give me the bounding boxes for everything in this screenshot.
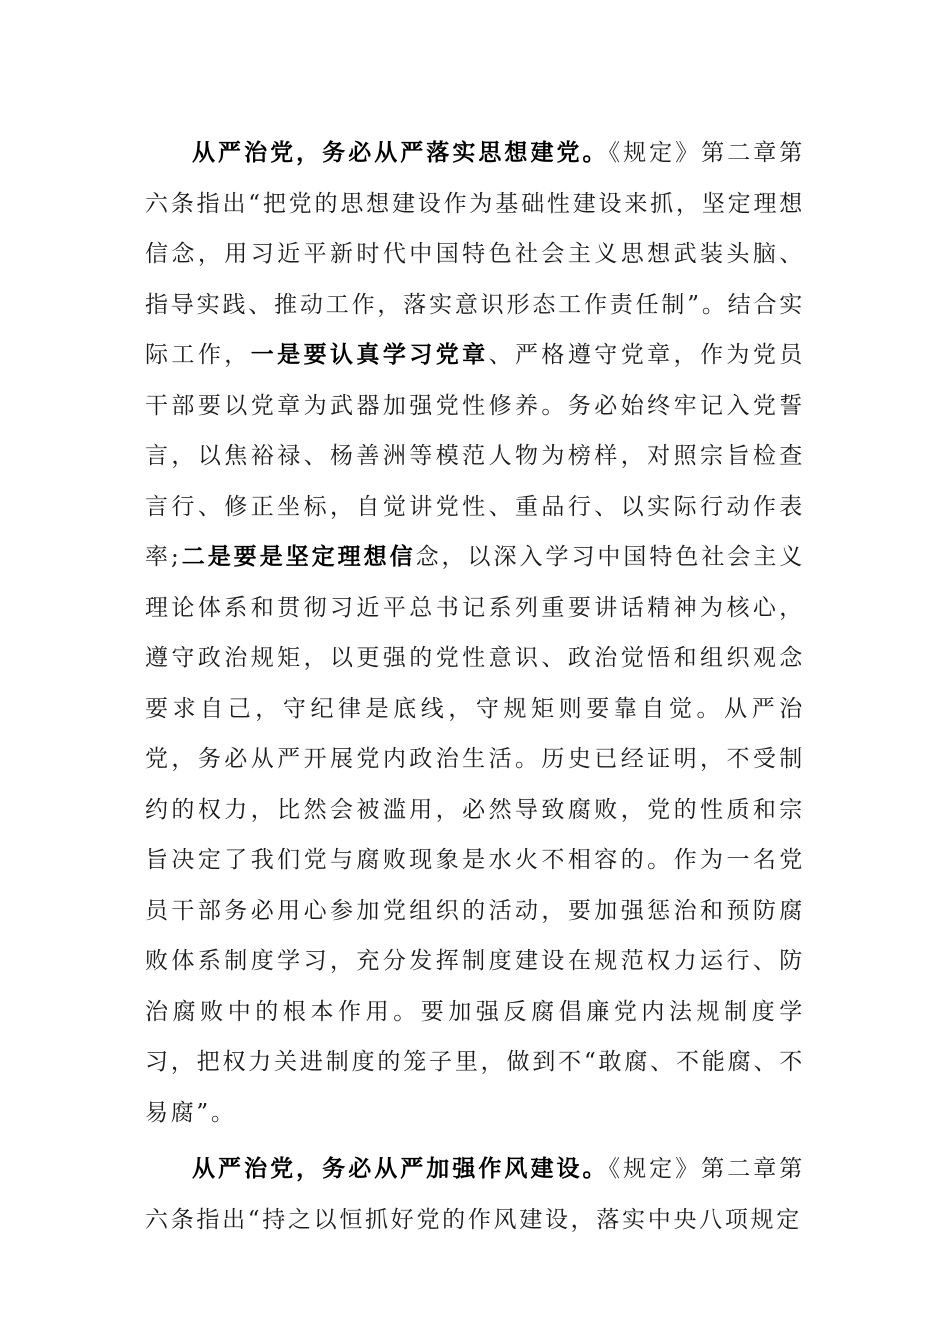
body-text-run: 念，以深入学习中国特色社会主义理论体系和贯彻习近平总书记系列重要讲话精神为核心，遵守政治规矩，以更强的党性意识、政治觉悟和组织观念要求自己，守纪律是底线，守规矩则要靠自觉。从严治党，务必从严开展党内政治生活。历史已经证明，不受制约的权力，比然会被滥用，必然导致腐败，党的性质和宗旨决定了我们党与腐败现象是水火不相容的。作为一名党员干部务必用心参加党组织的活动，要加强惩治和预防腐败体系制度学习，充分发挥制度建设在规范权力运行、防治腐败中的根本作用。要加强反腐倡廉党内法规制度学习，把权力关进制度的笼子里，做到不“敢腐、不能腐、不易腐”。 <box>145 544 805 1126</box>
paragraph-ideological-building <box>145 128 805 1138</box>
document-body <box>145 128 805 1245</box>
point-two-heading: 二是要是坚定理想信 <box>181 543 416 570</box>
body-text-run: 《规定》第二章第六条指出“持之以恒抓好党的作风建设，落实中央八项规定 <box>145 1156 806 1233</box>
paragraph-work-style-building <box>145 1144 805 1245</box>
point-one-heading: 一是要认真学习党章 <box>250 341 489 368</box>
section-heading: 从严治党，务必从严落实思想建党。 <box>192 139 609 166</box>
body-text-run: 、严格遵守党章，作为党员干部要以党章为武器加强党性修养。务必始终牢记入党誓言，以焦裕禄、杨善洲等模范人物为榜样，对照宗旨检查言行、修正坐标，自觉讲党性、重品行、以实际行动作表率; <box>145 342 805 570</box>
section-heading: 从严治党，务必从严加强作风建设。 <box>192 1155 609 1182</box>
body-text-run: 《规定》第二章第六条指出“把党的思想建设作为基础性建设来抓，坚定理想信念，用习近平新时代中国特色社会主义思想武装头脑、指导实践、推动工作，落实意识形态工作责任制”。结合实际工作， <box>145 140 806 368</box>
